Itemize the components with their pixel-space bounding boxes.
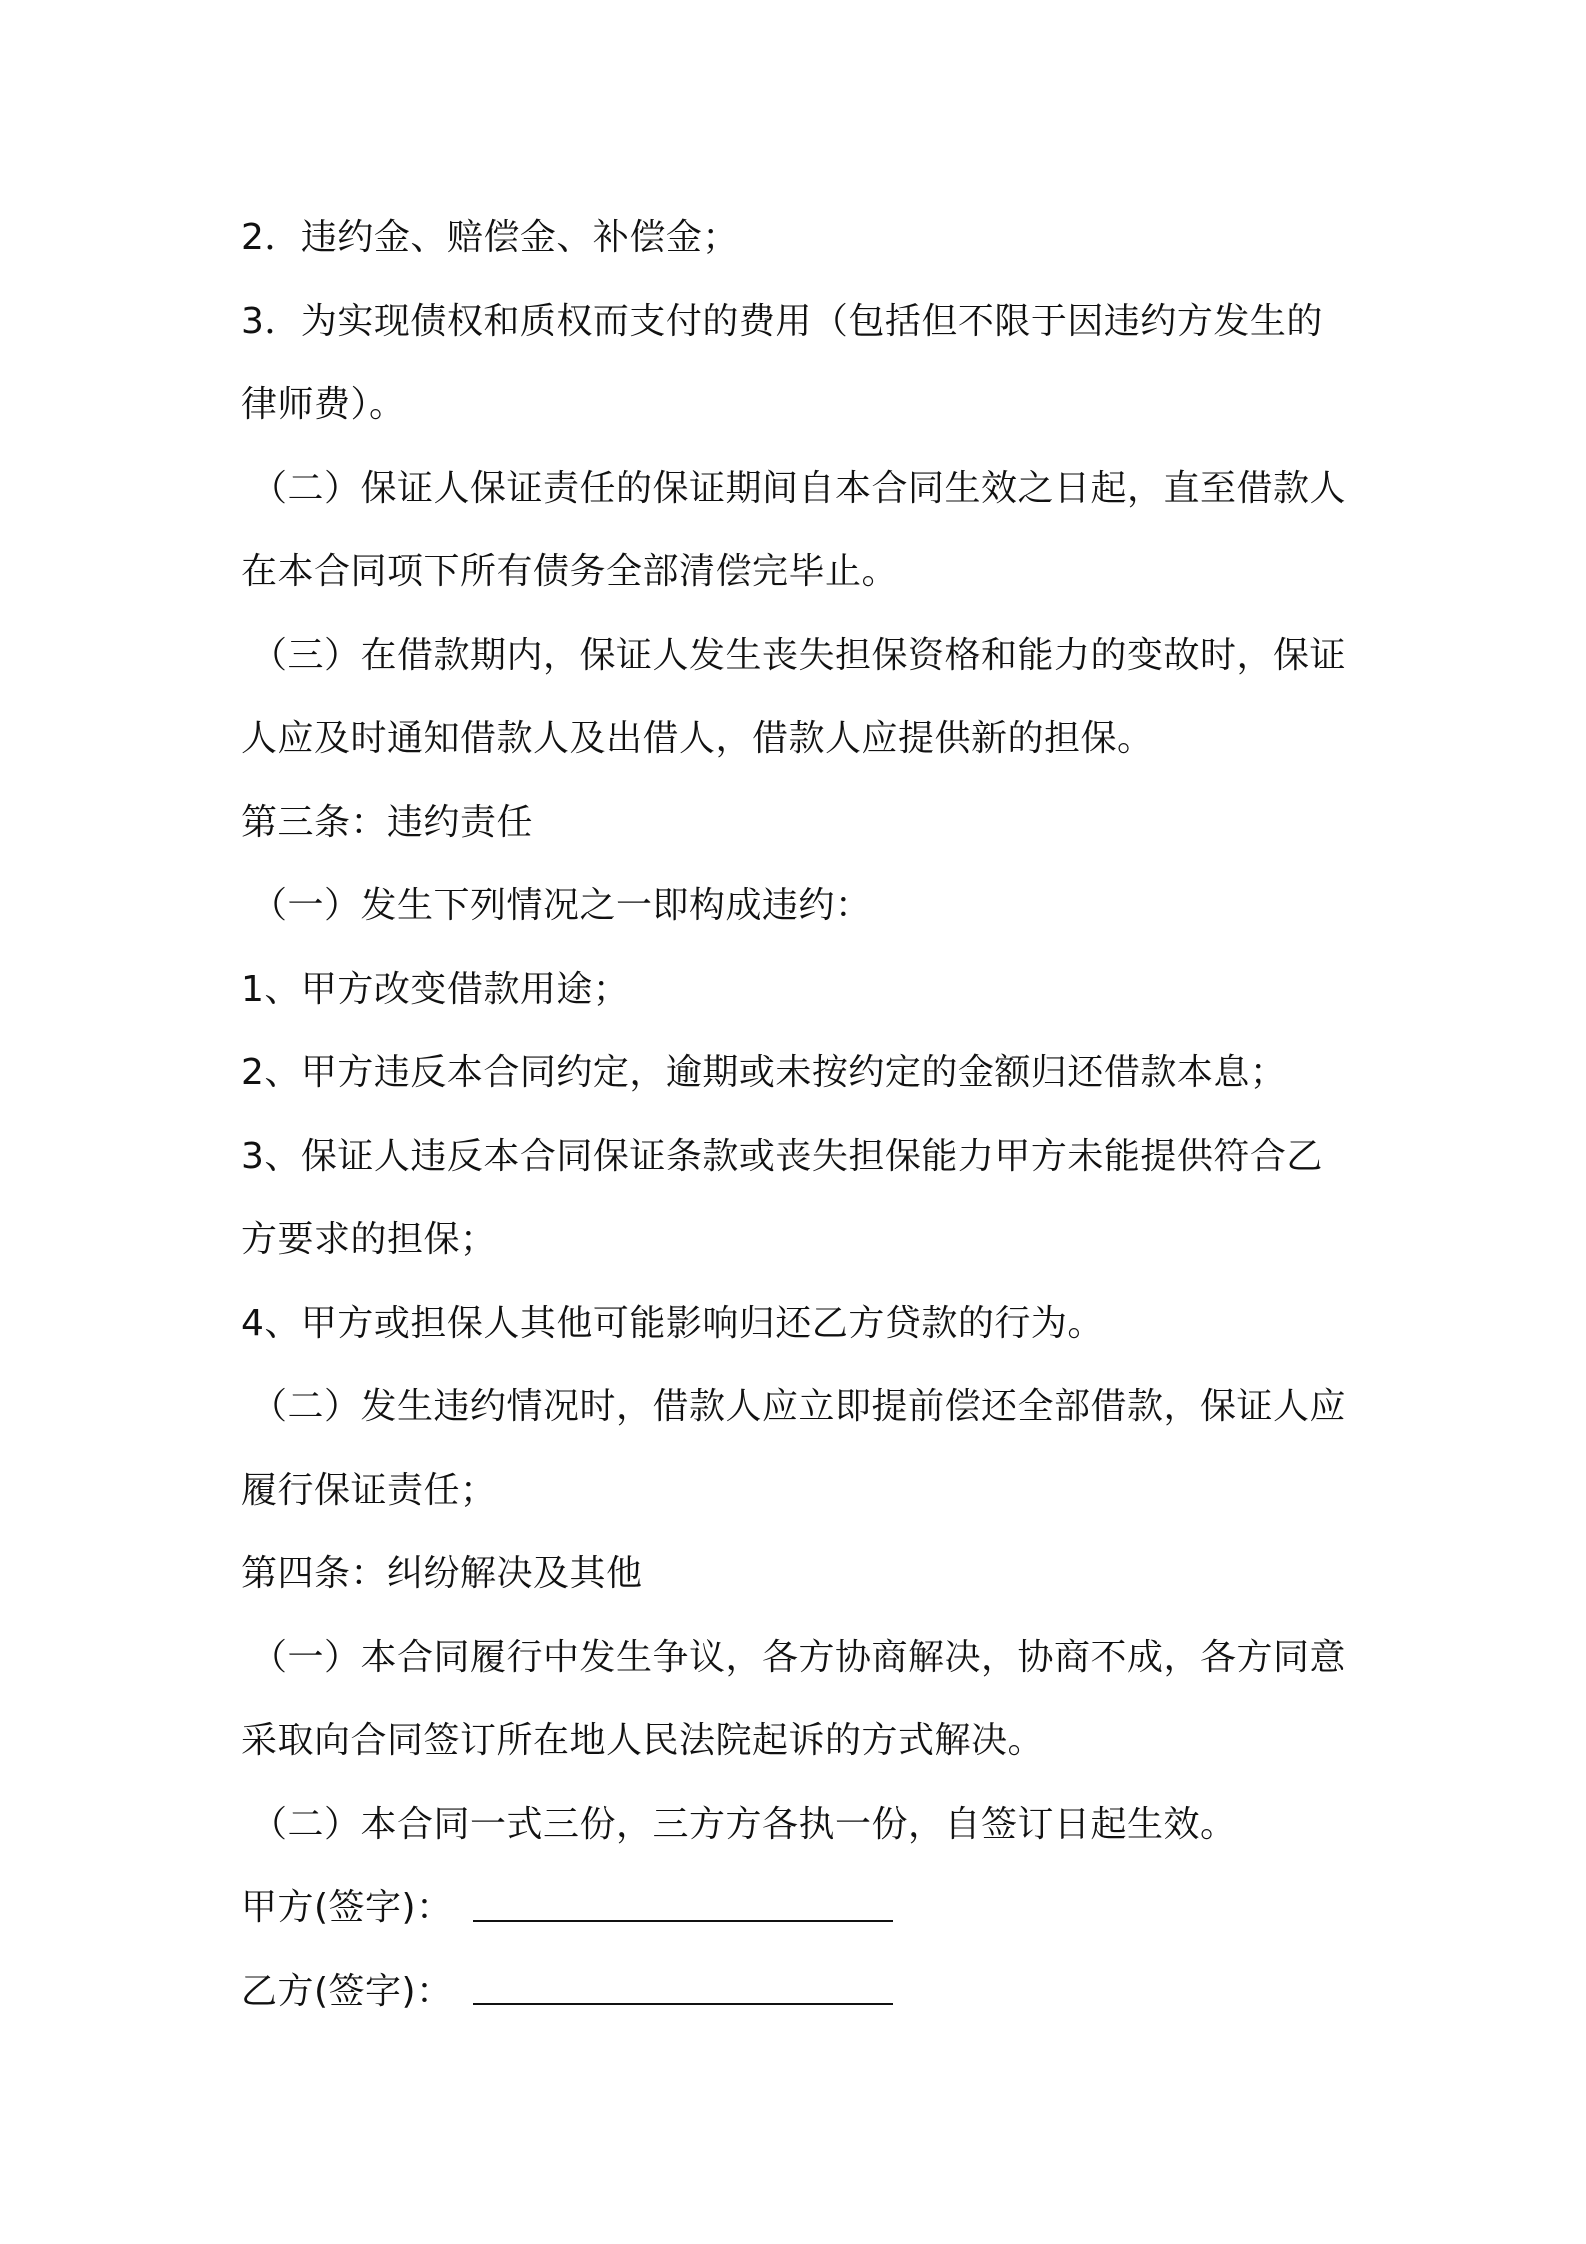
breach-item-2: 2、甲方违反本合同约定，逾期或未按约定的金额归还借款本息； [241, 1052, 1287, 1093]
clause-guarantee-period: （二）保证人保证责任的保证期间自本合同生效之日起，直至借款人 [251, 467, 1347, 509]
dispute-resolution-cont: 采取向合同签订所在地人民法院起诉的方式解决。 [241, 1720, 1045, 1761]
party-b-signature-line [473, 2003, 893, 2005]
clause-guarantee-period-cont: 在本合同项下所有债务全部清偿完毕止。 [241, 551, 899, 592]
party-a-signature-label: 甲方(签字)： [241, 1887, 453, 1928]
article-3-heading: 第三条：违约责任 [241, 801, 534, 843]
party-b-signature-label: 乙方(签字)： [241, 1970, 453, 2012]
breach-conditions-intro: （一）发生下列情况之一即构成违约： [251, 885, 872, 926]
breach-consequence: （二）发生违约情况时，借款人应立即提前偿还全部借款，保证人应 [251, 1386, 1347, 1427]
article-4-heading: 第四条：纠纷解决及其他 [241, 1553, 643, 1594]
party-a-signature-line [473, 1920, 893, 1922]
party-a-signature [241, 1866, 1366, 1950]
breach-consequence-cont: 履行保证责任； [241, 1469, 497, 1511]
dispute-resolution: （一）本合同履行中发生争议，各方协商解决，协商不成，各方同意 [251, 1636, 1347, 1678]
clause-line-3-cont: 律师费）。 [241, 384, 406, 425]
breach-item-3-cont: 方要求的担保； [241, 1219, 497, 1260]
clause-guarantor-change-cont: 人应及时通知借款人及出借人，借款人应提供新的担保。 [241, 718, 1154, 759]
clause-line-3: 3．为实现债权和质权而支付的费用（包括但不限于因违约方发生的 [241, 300, 1323, 342]
document-body [241, 196, 1366, 2033]
clause-line-2: 2．违约金、赔偿金、补偿金； [241, 217, 739, 258]
copies-clause: （二）本合同一式三份，三方方各执一份，自签订日起生效。 [251, 1803, 1237, 1845]
breach-item-3: 3、保证人违反本合同保证条款或丧失担保能力甲方未能提供符合乙 [241, 1135, 1323, 1177]
party-b-signature [241, 1950, 1366, 2034]
clause-guarantor-change: （三）在借款期内，保证人发生丧失担保资格和能力的变故时，保证 [251, 634, 1347, 676]
breach-item-4: 4、甲方或担保人其他可能影响归还乙方贷款的行为。 [241, 1302, 1104, 1344]
breach-item-1: 1、甲方改变借款用途； [241, 968, 630, 1010]
